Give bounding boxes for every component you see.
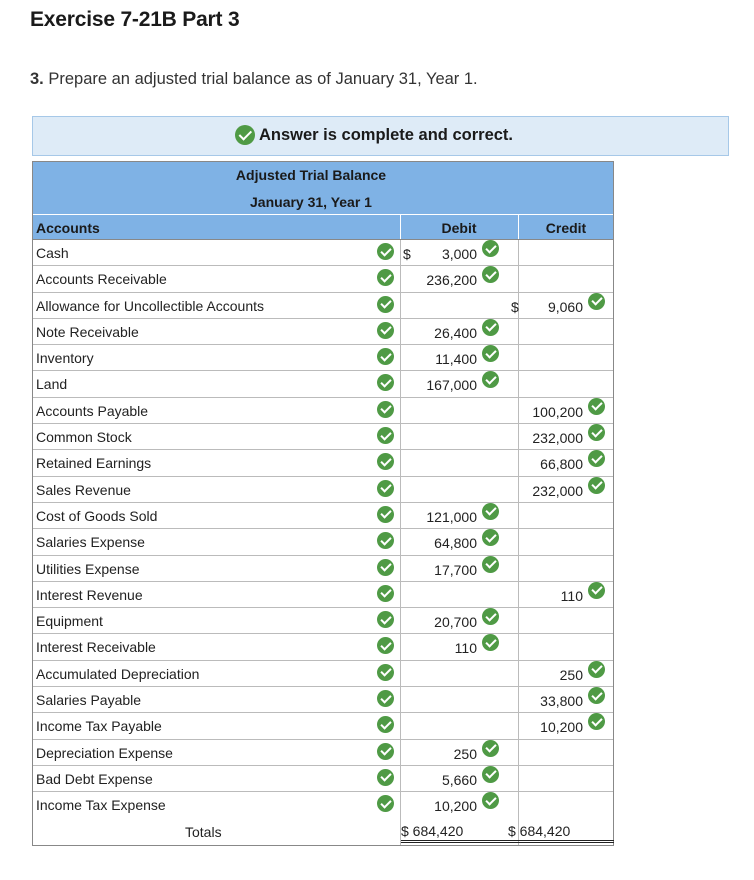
debit-amount[interactable]: 20,700 — [434, 614, 477, 631]
debit-amount[interactable]: 167,000 — [426, 377, 477, 394]
account-name[interactable]: Accumulated Depreciation — [36, 665, 200, 682]
debit-amount[interactable]: 17,700 — [434, 561, 477, 578]
account-name[interactable]: Income Tax Payable — [36, 718, 162, 735]
credit-amount[interactable]: 232,000 — [532, 430, 583, 447]
check-circle-icon — [588, 687, 605, 704]
account-name[interactable]: Utilities Expense — [36, 560, 140, 577]
credit-amount[interactable]: 250 — [559, 666, 583, 683]
check-circle-icon — [588, 477, 605, 494]
check-circle-icon — [235, 125, 255, 145]
table-row — [33, 503, 613, 529]
account-name[interactable]: Income Tax Expense — [36, 797, 166, 814]
table-row — [33, 293, 613, 319]
account-name[interactable]: Bad Debt Expense — [36, 770, 153, 787]
credit-amount[interactable]: 110 — [560, 587, 583, 604]
check-circle-icon — [377, 637, 394, 654]
check-circle-icon — [377, 374, 394, 391]
debit-amount[interactable]: 64,800 — [434, 535, 477, 552]
totals-label: Totals — [185, 823, 222, 840]
debit-amount[interactable]: 5,660 — [441, 771, 477, 788]
check-circle-icon — [377, 243, 394, 260]
credit-amount[interactable]: 9,060 — [547, 298, 583, 315]
debit-amount[interactable]: 11,400 — [435, 351, 477, 368]
table-row — [33, 792, 613, 818]
table-row — [33, 450, 613, 476]
table-row — [33, 582, 613, 608]
check-circle-icon — [588, 424, 605, 441]
check-circle-icon — [588, 398, 605, 415]
account-name[interactable]: Sales Revenue — [36, 481, 131, 498]
answer-status-text: Answer is complete and correct. — [259, 125, 514, 144]
account-name[interactable]: Cost of Goods Sold — [36, 507, 158, 524]
trial-balance-table — [32, 161, 614, 846]
debit-amount[interactable]: 236,200 — [426, 272, 477, 289]
table-title-block — [33, 162, 613, 215]
credit-header: Credit — [545, 220, 587, 236]
table-title: Adjusted Trial Balance — [235, 167, 387, 183]
table-row — [33, 740, 613, 766]
table-row — [33, 766, 613, 792]
check-circle-icon — [377, 743, 394, 760]
question-text — [30, 70, 478, 89]
check-circle-icon — [377, 480, 394, 497]
debit-amount[interactable]: 10,200 — [434, 798, 477, 815]
check-circle-icon — [482, 240, 499, 257]
total-debit: $ 684,420 — [401, 823, 509, 843]
account-name[interactable]: Cash — [36, 245, 69, 261]
check-circle-icon — [482, 345, 499, 362]
account-name[interactable]: Inventory — [36, 350, 94, 367]
check-circle-icon — [482, 792, 499, 809]
check-circle-icon — [482, 740, 499, 757]
check-circle-icon — [377, 716, 394, 733]
table-row — [33, 398, 613, 424]
debit-amount[interactable]: 26,400 — [434, 324, 477, 341]
totals-row — [33, 819, 613, 845]
check-circle-icon — [377, 795, 394, 812]
account-name[interactable]: Allowance for Uncollectible Accounts — [36, 297, 265, 314]
table-row — [33, 713, 613, 739]
check-circle-icon — [482, 266, 499, 283]
credit-amount[interactable]: 10,200 — [540, 719, 583, 736]
table-row — [33, 371, 613, 397]
check-circle-icon — [482, 766, 499, 783]
account-name[interactable]: Salaries Payable — [36, 692, 142, 709]
check-circle-icon — [482, 371, 499, 388]
account-name[interactable]: Retained Earnings — [36, 455, 152, 472]
check-circle-icon — [377, 664, 394, 681]
total-credit: $ 684,420 — [508, 823, 614, 843]
account-name[interactable]: Accounts Receivable — [36, 271, 167, 288]
debit-amount[interactable]: 110 — [454, 640, 477, 657]
check-circle-icon — [377, 322, 394, 339]
account-name[interactable]: Salaries Expense — [36, 534, 145, 551]
check-circle-icon — [482, 634, 499, 651]
debit-amount[interactable]: 250 — [453, 745, 477, 762]
table-row — [33, 424, 613, 450]
question-number: 3. — [30, 70, 44, 88]
account-name[interactable]: Equipment — [36, 613, 103, 630]
check-circle-icon — [377, 269, 394, 286]
check-circle-icon — [377, 401, 394, 418]
table-row — [33, 608, 613, 634]
account-name[interactable]: Note Receivable — [36, 323, 139, 340]
table-date: January 31, Year 1 — [250, 194, 372, 210]
check-circle-icon — [482, 319, 499, 336]
check-circle-icon — [482, 608, 499, 625]
check-circle-icon — [588, 661, 605, 678]
debit-amount[interactable]: 121,000 — [426, 508, 477, 525]
table-row — [33, 477, 613, 503]
check-circle-icon — [377, 296, 394, 313]
check-circle-icon — [377, 611, 394, 628]
check-circle-icon — [588, 450, 605, 467]
credit-amount[interactable]: 33,800 — [540, 693, 583, 710]
table-row — [33, 319, 613, 345]
check-circle-icon — [482, 529, 499, 546]
account-name[interactable]: Depreciation Expense — [36, 744, 173, 761]
question-body: Prepare an adjusted trial balance as of January 31, Year 1. — [43, 70, 478, 88]
check-circle-icon — [588, 582, 605, 599]
credit-amount[interactable]: 66,800 — [540, 456, 583, 473]
column-header-row — [33, 215, 613, 240]
debit-dollar-sign: $ — [403, 246, 411, 262]
account-name[interactable]: Interest Revenue — [36, 586, 143, 603]
account-name[interactable]: Accounts Payable — [36, 402, 149, 419]
check-circle-icon — [377, 427, 394, 444]
check-circle-icon — [377, 453, 394, 470]
table-row — [33, 687, 613, 713]
check-circle-icon — [377, 506, 394, 523]
table-row — [33, 529, 613, 555]
check-circle-icon — [588, 293, 605, 310]
table-row — [33, 661, 613, 687]
debit-header: Debit — [441, 220, 477, 236]
credit-amount[interactable]: 232,000 — [532, 482, 583, 499]
page-title: Exercise 7-21B Part 3 — [30, 8, 240, 31]
debit-amount[interactable]: 3,000 — [441, 246, 477, 262]
table-row — [33, 266, 613, 292]
account-name[interactable]: Common Stock — [36, 429, 132, 446]
table-row — [33, 634, 613, 660]
check-circle-icon — [588, 713, 605, 730]
credit-dollar-sign: $ — [511, 298, 519, 315]
check-circle-icon — [377, 348, 394, 365]
check-circle-icon — [377, 559, 394, 576]
account-name[interactable]: Land — [36, 376, 68, 393]
check-circle-icon — [482, 556, 499, 573]
check-circle-icon — [377, 585, 394, 602]
answer-status-banner — [32, 116, 729, 156]
check-circle-icon — [377, 532, 394, 549]
table-row — [33, 240, 613, 266]
accounts-header: Accounts — [36, 220, 100, 236]
table-row — [33, 556, 613, 582]
check-circle-icon — [377, 769, 394, 786]
credit-amount[interactable]: 100,200 — [532, 403, 583, 420]
table-row — [33, 345, 613, 371]
check-circle-icon — [377, 690, 394, 707]
check-circle-icon — [482, 503, 499, 520]
account-name[interactable]: Interest Receivable — [36, 639, 156, 656]
